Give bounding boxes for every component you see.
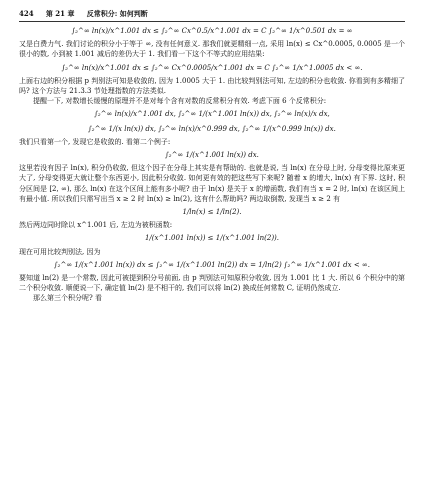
paragraph-8: 要知道 ln(2) 是一个常数, 因此可被提到积分号前面, 由 p 判别法可知原积分收敛, 因为 1.001 比 1 大. 所以 6 个积分中的第二个积分收敛. 顺便说一下, 确定值 ln(2) 是不相干的, 我们可以将 ln(2) 换成任何常数 C, 证明仍然成立. bbox=[19, 274, 405, 293]
page-number: 424 bbox=[19, 9, 34, 18]
equation-3a: ∫₂^∞ ln(x)/x^1.001 dx, ∫₂^∞ 1/(x^1.001 ln(x)) dx, ∫₂^∞ ln(x)/x dx, bbox=[94, 110, 330, 119]
paragraph-7: 现在可用比较判别法, 因为 bbox=[19, 247, 101, 256]
paragraph-9: 那么第三个积分呢? 看 bbox=[33, 294, 102, 303]
paragraph-4: 我们只看第一个, 发现它是收敛的. 看第二个例子: bbox=[19, 137, 171, 146]
equation-4: ∫₂^∞ 1/(x^1.001 ln(x)) dx. bbox=[165, 151, 259, 160]
equation-7: ∫₂^∞ 1/(x^1.001 ln(x)) dx ≤ ∫₂^∞ 1/(x^1.001 ln(2)) dx = 1/ln(2) ∫₂^∞ 1/x^1.001 dx < ∞. bbox=[54, 260, 370, 269]
paragraph-3: 提醒一下, 对数增长缓慢的原理并不是对每个含有对数的反常积分有效. 考虑下面 6 个反常积分: bbox=[33, 97, 327, 106]
paragraph-1: 又是白费力气. 我们讨论的积分小于等于 ∞, 没有任何意义. 那我们就更精细一点, 采用 ln(x) ≤ Cx^0.0005, 0.0005 是一个很小的数, 小到被 1.001 减后的差仍大于 1. 我们看一下这个不等式的应用结果: bbox=[19, 40, 405, 59]
chapter-label: 第 21 章 bbox=[45, 9, 75, 18]
equation-5: 1/ln(x) ≤ 1/ln(2). bbox=[182, 208, 242, 217]
equation-1: ∫₂^∞ ln(x)/x^1.001 dx ≤ ∫₂^∞ Cx^0.5/x^1.001 dx = C ∫₂^∞ 1/x^0.501 dx = ∞ bbox=[71, 27, 353, 35]
header-rule bbox=[19, 21, 405, 22]
equation-2: ∫₂^∞ ln(x)/x^1.001 dx ≤ ∫₂^∞ Cx^0.0005/x^1.001 dx = C ∫₂^∞ 1/x^1.0005 dx < ∞. bbox=[61, 63, 363, 72]
running-header bbox=[19, 9, 405, 21]
equation-3b: ∫₂^∞ 1/(x ln(x)) dx, ∫₂^∞ ln(x)/x^0.999 dx, ∫₂^∞ 1/(x^0.999 ln(x)) dx. bbox=[88, 124, 336, 133]
chapter-title: 反常积分: 如何判断 bbox=[86, 9, 148, 18]
page-body bbox=[19, 26, 405, 304]
paragraph-6: 然后两边同时除以 x^1.001 后, 左边为被积函数: bbox=[19, 221, 173, 230]
paragraph-2: 上面右边的积分根据 p 判别法可知是收敛的, 因为 1.0005 大于 1. 由比较判别法可知, 左边的积分也收敛. 你看到有多精细了吗? 这个方法与 21.3.3 节处理指数的方法类似. bbox=[19, 76, 405, 96]
paragraph-5: 这里若没有因子 ln(x), 积分仍收敛, 但这个因子在分母上其实是有帮助的. 也就是说, 当 ln(x) 在分母上时, 分母变得比原来更大了, 分母变得更大就让整个东西更小, 因此积分收敛. 如何更有效的把这些写下来呢? 随着 x 的增大, ln(x) 有下界. 这时, 积分区间是 [2, ∞), 那么 ln(x) 在这个区间上能有多小呢? 由于 ln(x) 是关于 x 的增函数, 我们有当 x = 2 时, ln(x) 在该区间上有最小值. 所以我们只需写出当 x ≥ 2 时 ln(x) ≥ ln(2), 这有什么帮助吗? 两边取倒数, 发现当 x ≥ 2 有 bbox=[19, 164, 405, 203]
equation-6: 1/(x^1.001 ln(x)) ≤ 1/(x^1.001 ln(2)). bbox=[144, 234, 280, 243]
